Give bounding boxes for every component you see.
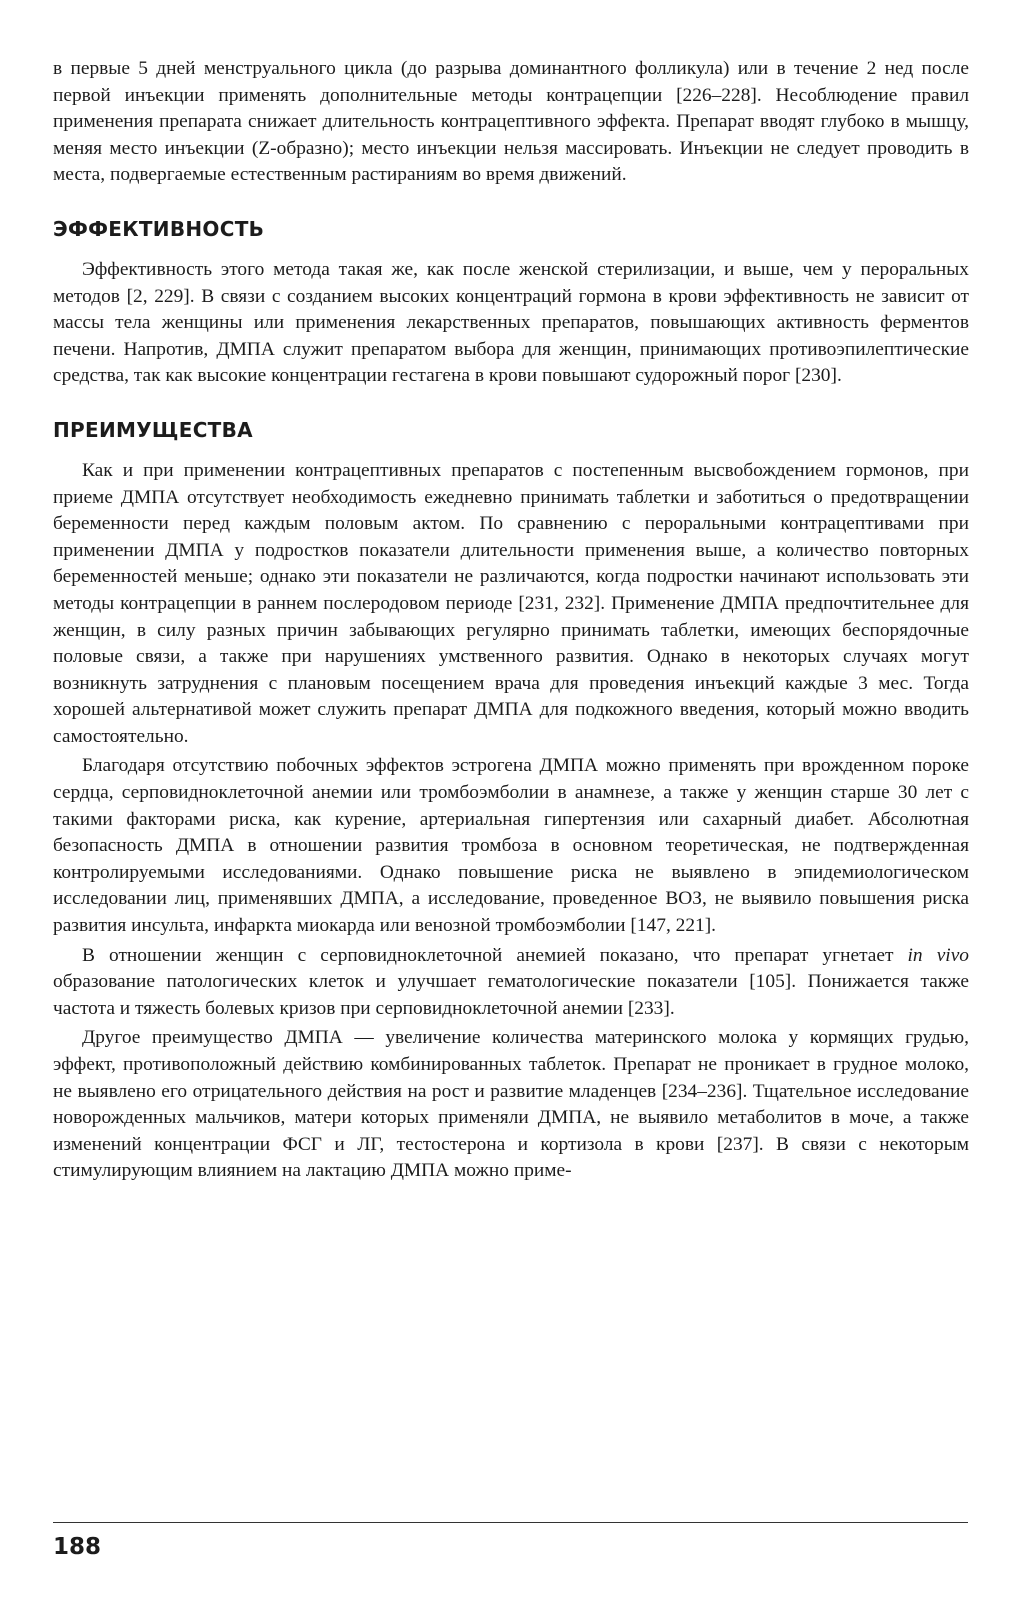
paragraph-lactation: Другое преимущество ДМПА — увеличение количества материнского молока у кормящих грудью, эффект, противоположный действию комбинированных таблеток. Препарат не проникает в грудное молоко, не выявлено его отрицательного действия на рост и развитие младенцев [234–236]. Тщательное исследование новорожденных мальчиков, матери которых применяли ДМПА, не выявило метаболитов в моче, а также изменений концентрации ФСГ и ЛГ, тестостерона и кортизола в крови [237]. В связи с некоторым стимулирующим влиянием на лактацию ДМПА можно приме- (53, 1027, 969, 1182)
page-number: 188 (53, 1534, 102, 1560)
heading-effectiveness: ЭФФЕКТИВНОСТЬ (53, 216, 265, 241)
sickle-cell-text-a: В отношении женщин с серповидноклеточной анемией показано, что препарат угнетает (82, 944, 908, 966)
paragraph-sickle-cell (53, 943, 969, 1023)
paragraph-effectiveness: Эффективность этого метода такая же, как после женской стерилизации, и выше, чем у пероральных методов [2, 229]. В связи с созданием высоких концентраций гормона в крови эффективность не зависит от массы тела женщины или применения лекарственных препаратов, повышающих активность ферментов печени. Напротив, ДМПА служит препаратом выбора для женщин, принимающих противоэпилептические средства, так как высокие концентрации гестагена в крови повышают судорожный порог [230]. (53, 258, 969, 387)
paragraph-dosage-continued: в первые 5 дней менструального цикла (до разрыва доминантного фолликула) или в течение 2 нед после первой инъекции применять дополнительные методы контрацепции [226–228]. Несоблюдение правил применения препарата снижает длительность контрацептивного эффекта. Препарат вводят глубоко в мышцу, меняя место инъекции (Z-образно); место инъекции нельзя массировать. Инъекции не следует проводить в места, подвергаемые естественным растираниям во время движений. (53, 58, 969, 186)
in-vivo-term: in vivo (907, 944, 969, 966)
paragraph-advantages-intro: Как и при применении контрацептивных препаратов с постепенным высвобождением гормонов, при приеме ДМПА отсутствует необходимость ежедневно принимать таблетки и заботиться о предотвращении беременности перед каждым половым актом. По сравнению с пероральными контрацептивами при применении ДМПА у подростков показатели длительности применения выше, а количество повторных беременностей меньше; однако эти показатели не различаются, когда подростки начинают использовать эти методы контрацепции в раннем послеродовом периоде [231, 232]. Применение ДМПА предпочтительнее для женщин, в силу разных причин забывающих регулярно принимать таблетки, имеющих беспорядочные половые связи, а также при нарушениях умственного развития. Однако в некоторых случаях могут возникнуть затруднения с плановым посещением врача для проведения инъекций каждые 3 мес. Тогда хорошей альтернативой может служить препарат ДМПА для подкожного введения, который можно вводить самостоятельно. (53, 459, 969, 747)
sickle-cell-text-b: образование патологических клеток и улучшает гематологические показатели [105]. Понижается также частота и тяжесть болевых кризов при серповидноклеточной анемии [233]. (53, 971, 969, 1019)
footer-rule (53, 1522, 968, 1523)
heading-advantages: ПРЕИМУЩЕСТВА (53, 417, 253, 442)
paragraph-estrogen-free: Благодаря отсутствию побочных эффектов эстрогена ДМПА можно применять при врожденном пороке сердца, серповидноклеточной анемии или тромбоэмболии в анамнезе, а также у женщин старше 30 лет с такими факторами риска, как курение, артериальная гипертензия или сахарный диабет. Абсолютная безопасность ДМПА в отношении развития тромбоза в основном теоретическая, не подтвержденная контролируемыми исследованиями. Однако повышение риска не выявлено в эпидемиологическом исследовании лиц, применявших ДМПА, а исследование, проведенное ВОЗ, не выявило повышения риска развития инсульта, инфаркта миокарда или венозной тромбоэмболии [147, 221]. (53, 755, 969, 937)
